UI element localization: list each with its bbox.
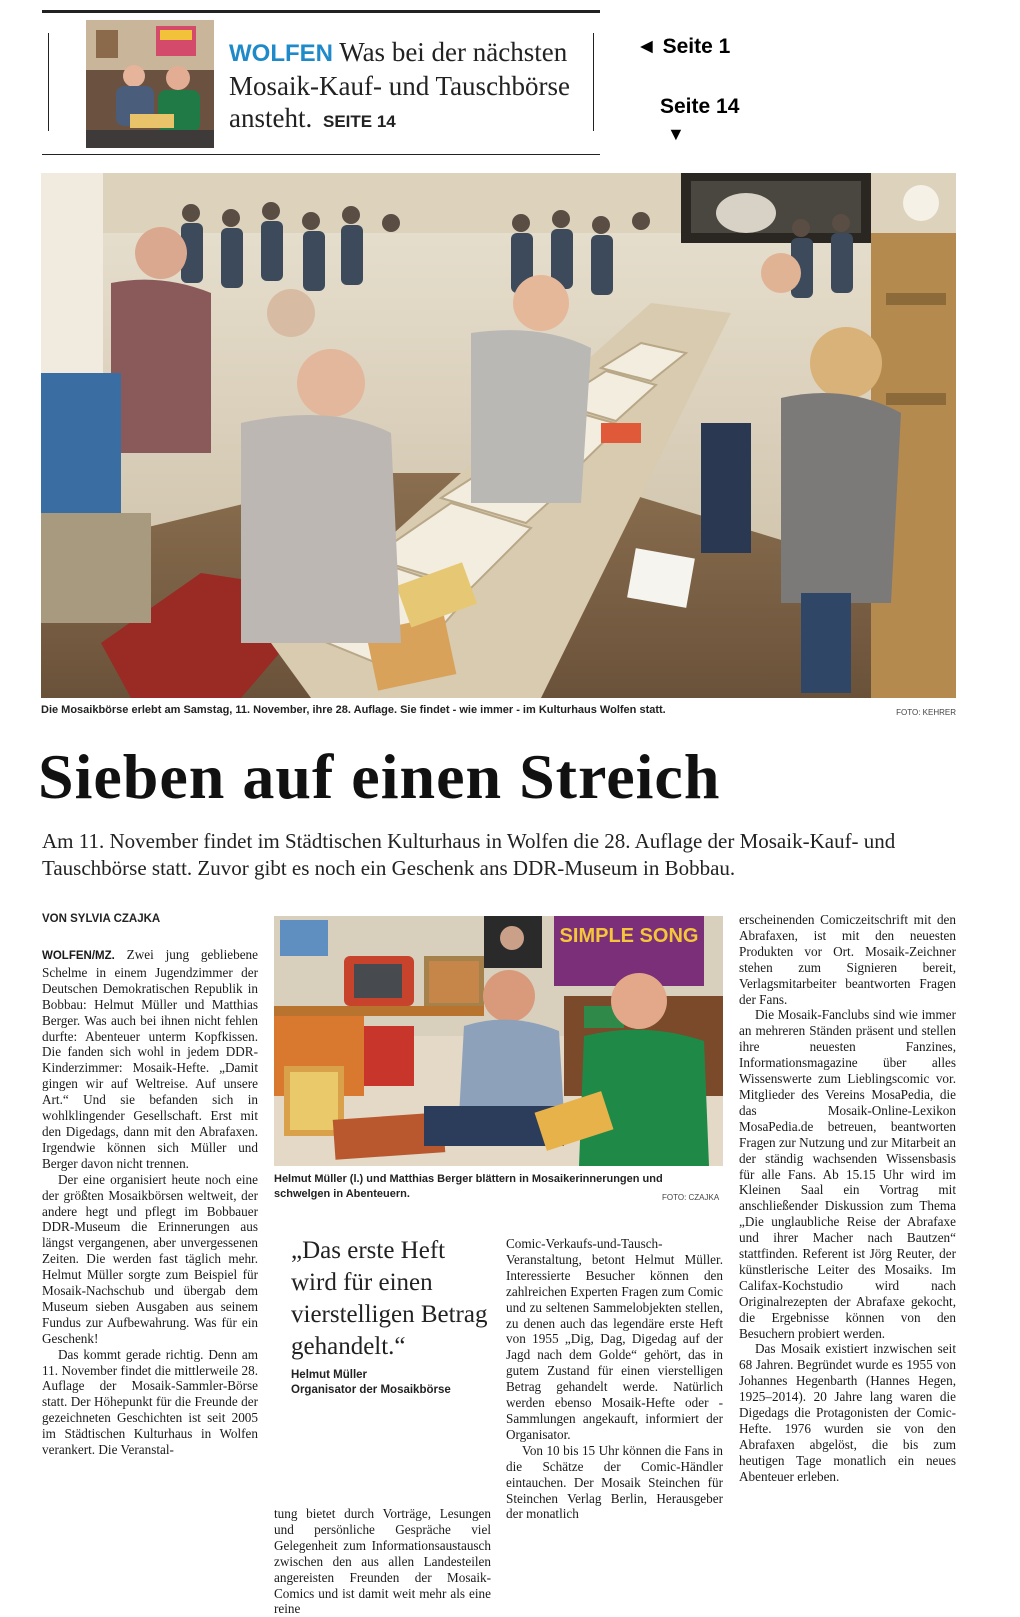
article-paragraph: Die Mosaik-Fanclubs sind wie immer an mehreren Ständen präsent und stellen ihre neuesten Fanzines, Informationsmagazine über alles Wissenswerte zum Lieblingscomic vor. Mitglieder des Vereins MosaPedia, die das Mosaik-Online-Lexikon MosaPedia.de betreuen, beantworten Fragen zur Nutzung und zur Mitarbeit an der ständig wachsenden Wissensbasis für alle Fans. Ab 15.15 Uhr wird im Kleinen Saal ein Vortrag mit anschließender Diskussion zum Thema „Die unglaubliche Reise der Abrafaxe und ihrer Macher nach Bautzen“ stattfinden. Referent ist Jörg Reuter, der künstlerische Leiter des Mosaiks. Im Califax-Kochstudio wird nach Originalrezepten der Abrafaxe gekocht, die Ergebnisse können von den Besuchern probiert werden. (739, 1007, 956, 1341)
teaser-photo-image (86, 20, 214, 148)
article-column-4 (739, 912, 956, 1485)
secondary-photo-credit: FOTO: CZAJKA (662, 1193, 720, 1202)
article-paragraph: erscheinenden Comiczeitschrift mit den Abrafaxen, ist mit den neuesten Produkten vor Ort. Mosaik-Zeichner stehen zum Signieren bereit, Verlagsmitarbeiter beantworten Fragen der Fans. (739, 912, 956, 1007)
secondary-photo-caption: Helmut Müller (l.) und Matthias Berger blättern in Mosaikerinnerungen und schwelgen in Abenteuern. (274, 1173, 663, 1200)
article-byline: VON SYLVIA CZAJKA (42, 913, 161, 925)
article-paragraph: Das Mosaik existiert inzwischen seit 68 Jahren. Begründet wurde es 1955 von Johannes Hegenbarth (Hannes Hegen, 1925–2014). 20 Jahre lang waren die Digedags die Protagonisten der Comic-Hefte. 1976 wurden sie von den Abrafaxen abgelöst, die bis zum heutigen Tage monatlich ein neues Abenteuer erleben. (739, 1341, 956, 1484)
arrow-down-icon: ▼ (667, 124, 685, 144)
main-photo[interactable] (41, 173, 956, 698)
teaser-summary: Was bei der nächsten Mosaik-Kauf- und Tauschbörse ansteht. (229, 37, 571, 133)
pull-quote-attribution (291, 1368, 451, 1398)
teaser-top-rule (42, 10, 600, 13)
annotation-page-14: Seite 14 (660, 95, 740, 118)
article-dateline: WOLFEN/MZ. (42, 950, 115, 962)
article-paragraph (42, 947, 258, 1172)
quote-person-role: Organisator der Mosaikbörse (291, 1384, 451, 1396)
teaser-place: WOLFEN (229, 40, 333, 67)
main-photo-image (41, 173, 956, 698)
main-photo-caption: Die Mosaikbörse erlebt am Samstag, 11. November, ihre 28. Auflage. Sie findet - wie immer - im Kulturhaus Wolfen statt. (41, 704, 666, 716)
article-paragraph: Das kommt gerade richtig. Denn am 11. November findet die mittlerweile 28. Auflage der Mosaik-Sammler-Börse statt. Der Höhepunkt für die Freunde der gezeichneten Geschichten ist seit 2005 im Städtischen Kulturhaus in Wolfen verankert. Die Veranstal- (42, 1346, 258, 1458)
paragraph-text: Zwei jung gebliebene Schelme in einem Jugendzimmer der Deutschen Demokratischen Republik in Bobbau: Helmut Müller und Matthias Berger. Was auch bei ihnen nicht fehlen durfte: Abenteuer unterm Kopfkissen. Die fanden sich wohl in jedem DDR-Kinderzimmer: Mosaik-Hefte. „Damit gingen wir auf Weltreise. Auf unsere Art.“ Und sie befanden sich in wohlklingender Gesellschaft. Erst mit den Digedags, dann mit den Abrafaxen. Irgendwie können sich Müller und Berger davon nicht trennen. (42, 947, 258, 1171)
teaser-right-rule (593, 33, 594, 131)
article-paragraph: tung bietet durch Vorträge, Lesungen und persönliche Gespräche viel Gelegenheit zum Informationsaustausch zwischen den aus allen Landesteilen angereisten Freunden der Mosaik-Comics und ist damit weit mehr als eine reine (274, 1506, 491, 1617)
article-paragraph: Comic-Verkaufs-und-Tausch-Veranstaltung, betont Helmut Müller. Interessierte Besucher können den zahlreichen Experten Fragen zum Comic und zu seltenen Sammelobjekten stellen, zu denen auch das legendäre erste Heft von 1955 „Dig, Dag, Digedag auf der Jagd nach dem Golde“ gehört, das in gutem Zustand für einen vierstelligen Betrag gehandelt werde. Natürlich werden ebenso Mosaik-Hefte oder -Sammlungen angekauft, informiert der Organisator. (506, 1236, 723, 1442)
article-column-3 (506, 1236, 723, 1522)
poster-text: SIMPLE SONG (559, 925, 699, 947)
annotation-page-1: ◄ Seite 1 (636, 35, 731, 58)
teaser-bottom-rule (42, 154, 600, 155)
teaser-photo[interactable] (86, 20, 214, 148)
teaser-page-ref[interactable]: SEITE 14 (322, 112, 396, 131)
teaser-text[interactable] (229, 36, 589, 138)
secondary-photo[interactable] (274, 916, 723, 1166)
main-photo-credit: FOTO: KEHRER (896, 708, 956, 717)
teaser-left-rule (48, 33, 49, 131)
article-column-2 (274, 1506, 491, 1617)
article-deck: Am 11. November findet im Städtischen Kulturhaus in Wolfen die 28. Auflage der Mosaik-Kauf- und Tauschbörse statt. Zuvor gibt es noch ein Geschenk ans DDR-Museum in Bobbau. (42, 829, 896, 880)
quote-person-name: Helmut Müller (291, 1369, 368, 1381)
article-paragraph: Der eine organisiert heute noch eine der größten Mosaikbörsen weltweit, der andere hegt und pflegt im Bobbauer DDR-Museum die Erinnerungen aus längst vergangenen, aber unvergessenen Zeiten. Die werden fast täglich mehr. Helmut Müller sorgte zum Beispiel für Mosaik-Nachschub und übergab dem Museum sieben Ausgaben aus seinem Fundus zur Aufbewahrung. Was für ein Geschenk! (42, 1171, 258, 1346)
article-paragraph: Von 10 bis 15 Uhr können die Fans in die Schätze der Comic-Händler eintauchen. Der Mosaik Steinchen für Steinchen Verlag Berlin, Herausgeber der monatlich (506, 1442, 723, 1522)
article-column-1 (42, 947, 258, 1458)
secondary-photo-image (274, 916, 723, 1166)
article-headline: Sieben auf einen Streich (38, 741, 721, 812)
pull-quote: „Das erste Heft wird für einen vierstelligen Betrag gehandelt.“ (291, 1237, 488, 1360)
